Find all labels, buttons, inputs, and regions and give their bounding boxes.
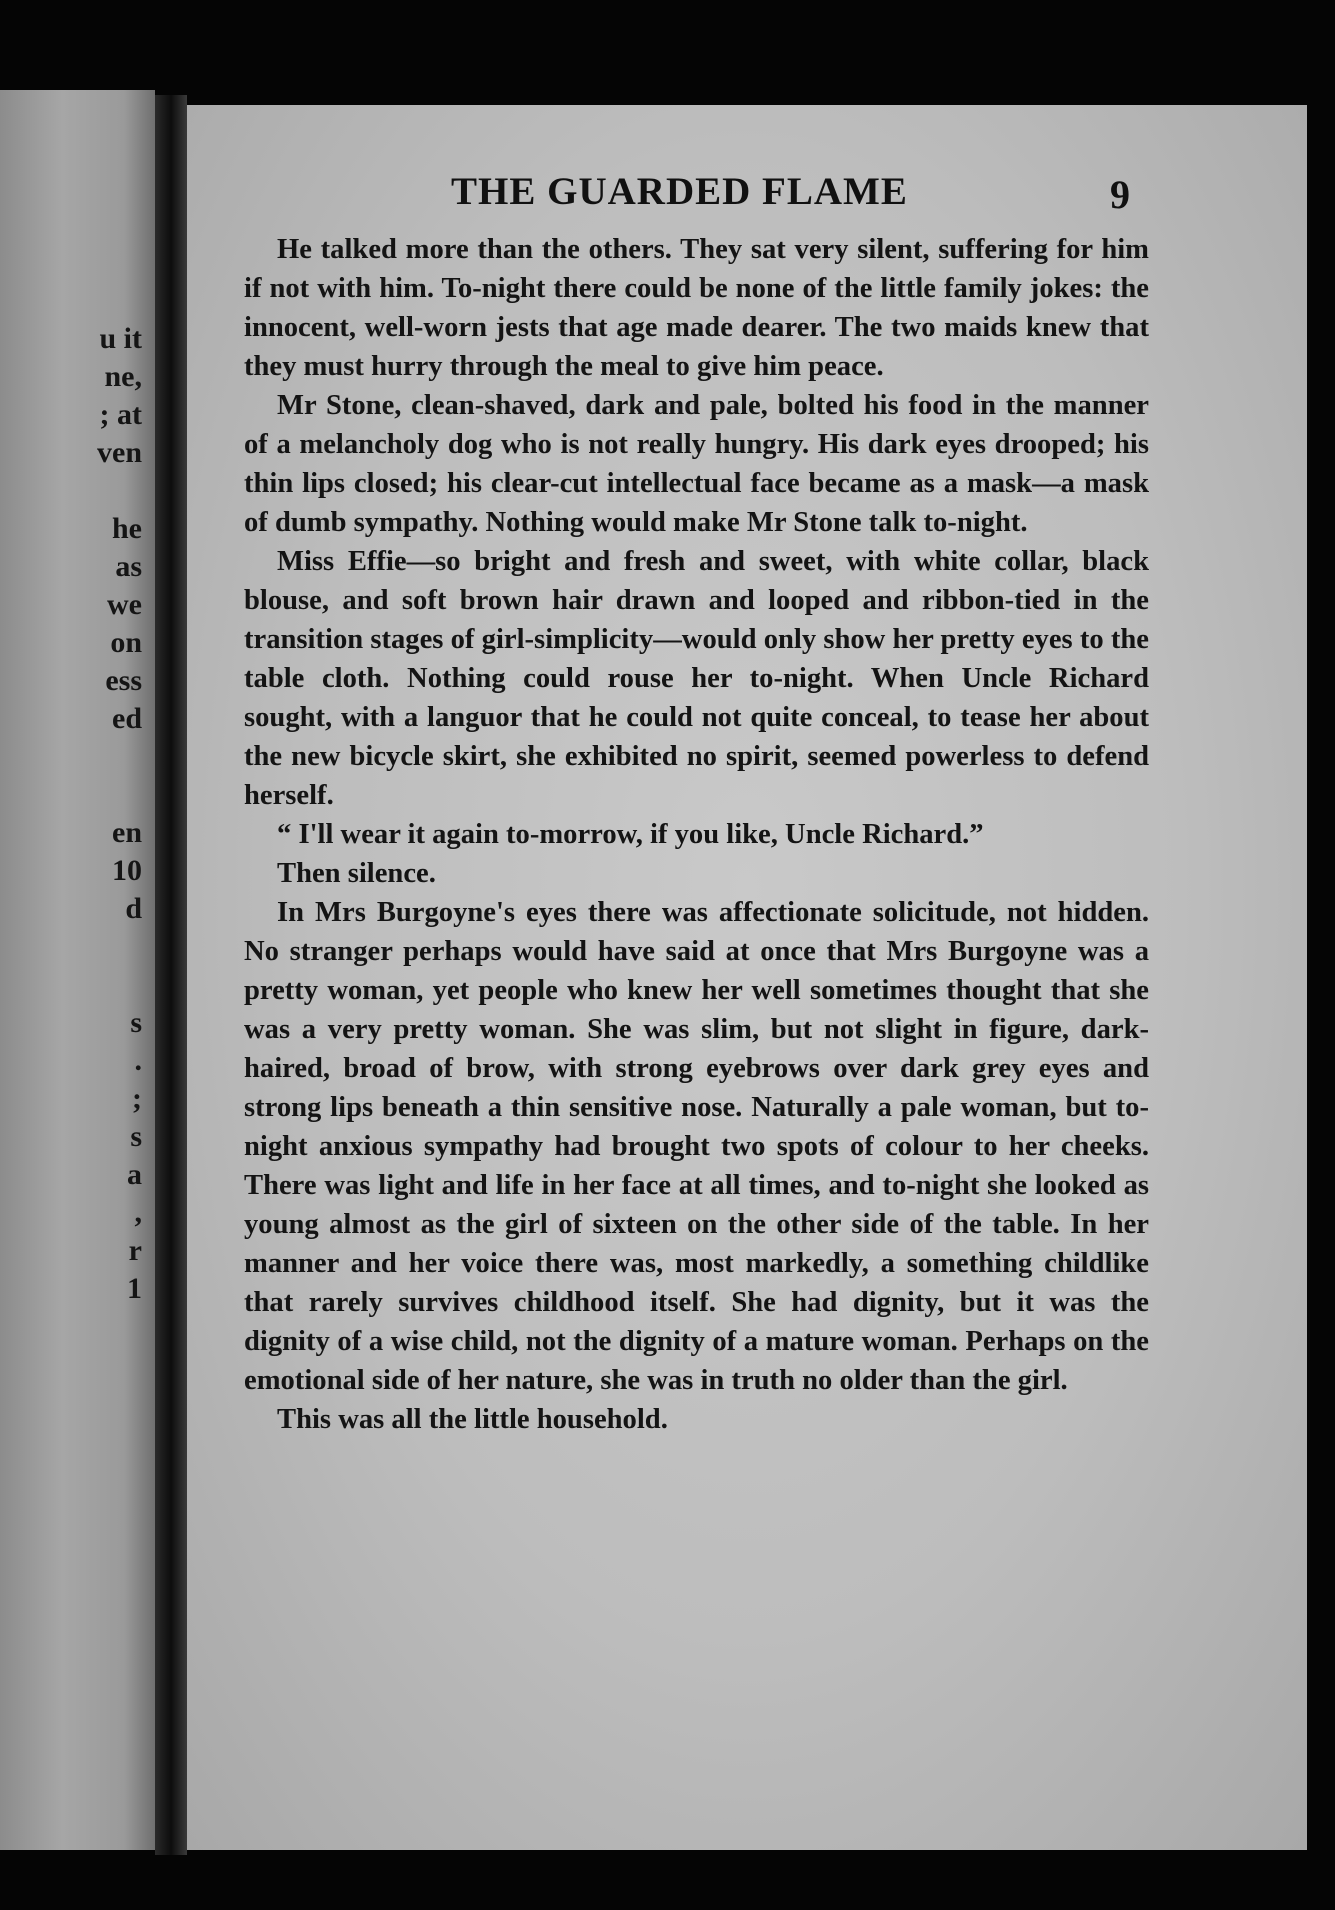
page-number: 9 xyxy=(1110,172,1130,217)
fragment-line xyxy=(0,738,150,776)
fragment-line: , xyxy=(134,1196,142,1229)
fragment-line: ne, xyxy=(104,360,142,393)
previous-page-edge xyxy=(0,90,155,1850)
paragraph: Mr Stone, clean-shaved, dark and pale, bolted his food in the manner of a melancholy dog who is not really hungry. His dark eyes drooped; his thin lips closed; his clear-cut intellectual face became as a mask—a mask of dumb sympathy. Nothing would make Mr Stone talk to-night. xyxy=(244,390,1149,538)
fragment-line: 10 xyxy=(112,854,142,887)
body-text xyxy=(244,230,1149,1439)
previous-page-text-fragments xyxy=(0,320,150,1308)
fragment-line: ed xyxy=(112,702,142,735)
fragment-line: ven xyxy=(97,436,142,469)
fragment-line xyxy=(0,472,150,510)
fragment-line: d xyxy=(125,892,142,925)
running-title: THE GUARDED FLAME xyxy=(451,170,908,213)
fragment-line: ; xyxy=(132,1082,142,1115)
book-gutter xyxy=(155,95,187,1855)
fragment-line: u it xyxy=(99,322,142,355)
fragment-line: . xyxy=(134,1044,142,1077)
fragment-line: r xyxy=(128,1234,142,1267)
fragment-line: s xyxy=(130,1006,142,1039)
fragment-line xyxy=(0,776,150,814)
paragraph: He talked more than the others. They sat very silent, suffering for him if not with him. To-night there could be none of the little family jokes: the innocent, well-worn jests that age made dearer. The two maids knew that they must hurry through the meal to give him peace. xyxy=(244,234,1149,382)
paragraph: “ I'll wear it again to-morrow, if you like, Uncle Richard.” xyxy=(277,819,984,850)
fragment-line: en xyxy=(112,816,142,849)
fragment-line: he xyxy=(112,512,142,545)
current-page xyxy=(187,105,1307,1850)
fragment-line: we xyxy=(107,588,142,621)
paragraph: Miss Effie—so bright and fresh and sweet, with white collar, black blouse, and soft brown hair drawn and looped and ribbon-tied in the transition stages of girl-simplicity—would only show her pretty eyes to the table cloth. Nothing could rouse her to-night. When Uncle Richard sought, with a languor that he could not quite conceal, to tease her about the new bicycle skirt, she exhibited no spirit, seemed powerless to defend herself. xyxy=(244,546,1149,811)
fragment-line: as xyxy=(115,550,142,583)
paragraph: In Mrs Burgoyne's eyes there was affectionate solicitude, not hidden. No stranger perhaps would have said at once that Mrs Burgoyne was a pretty woman, yet people who knew her well sometimes thought that she was a very pretty woman. She was slim, but not slight in figure, dark-haired, broad of brow, with strong eyebrows over dark grey eyes and strong lips beneath a thin sensitive nose. Naturally a pale woman, but to-night anxious sympathy had brought two spots of colour to her cheeks. There was light and life in her face at all times, and to-night she looked as young almost as the girl of sixteen on the other side of the table. In her manner and her voice there was, most markedly, a something childlike that rarely survives childhood itself. She had dignity, but it was the dignity of a wise child, not the dignity of a mature woman. Perhaps on the emotional side of her nature, she was in truth no older than the girl. xyxy=(244,897,1149,1396)
fragment-line: ess xyxy=(105,664,142,697)
fragment-line: on xyxy=(110,626,142,659)
fragment-line: ; at xyxy=(99,398,142,431)
fragment-line: a xyxy=(127,1158,142,1191)
paragraph: Then silence. xyxy=(277,858,436,889)
paragraph: This was all the little household. xyxy=(277,1404,668,1435)
fragment-line xyxy=(0,928,150,966)
fragment-line xyxy=(0,966,150,1004)
fragment-line: 1 xyxy=(127,1272,142,1305)
fragment-line: s xyxy=(130,1120,142,1153)
page-header xyxy=(187,169,1307,219)
